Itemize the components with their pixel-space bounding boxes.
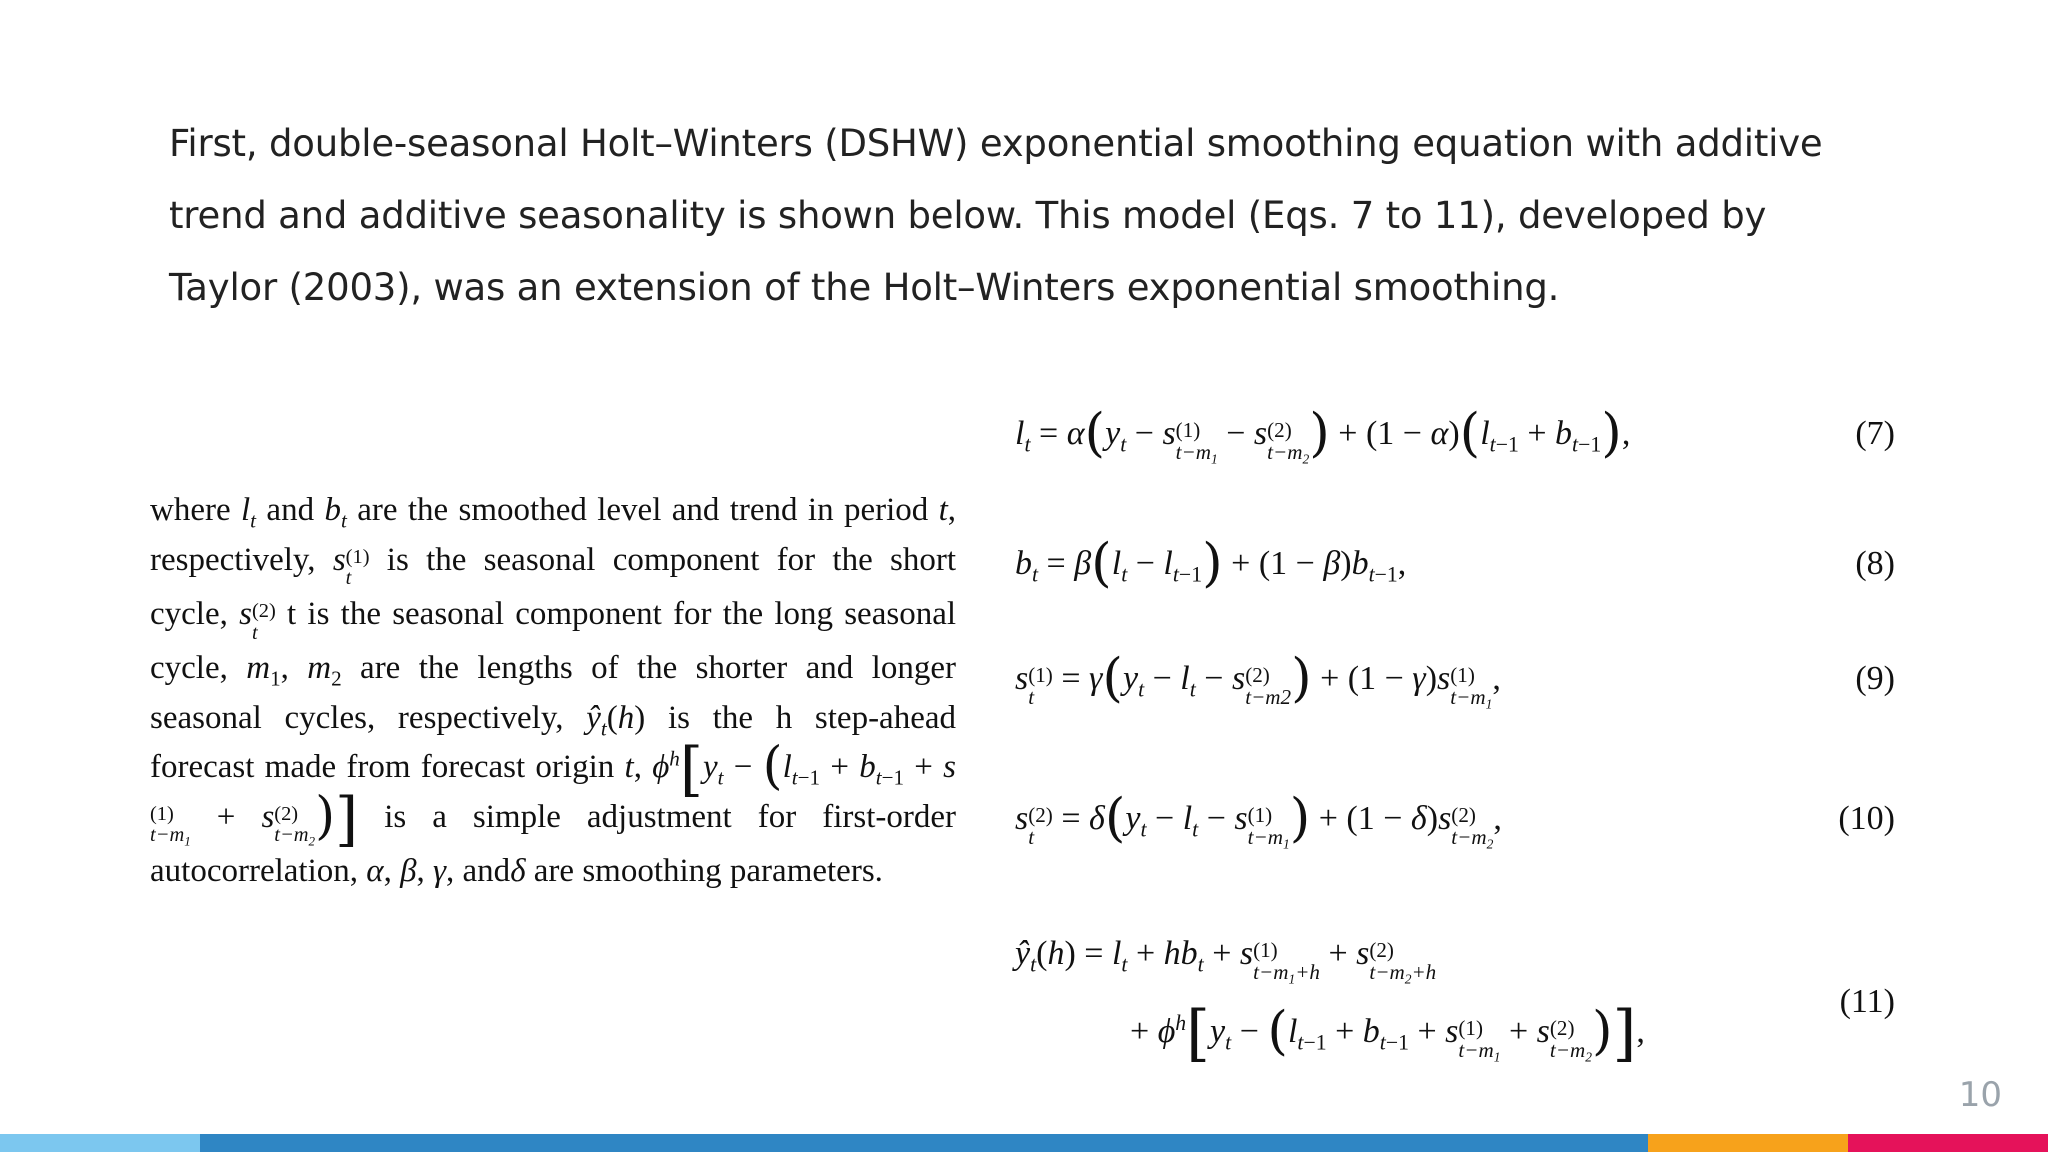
bar-segment-orange (1648, 1134, 1848, 1152)
bar-segment-blue (200, 1134, 1648, 1152)
equation-level: $l_t = \alpha(y_t - s$ (1) $t-m_1$ − s (2) $t-m_2$ ) + $(1 - \alpha)(l_{t-1} + b_{t-1})$, (7) (1015, 402, 1895, 468)
equation-short-seasonal: s (1) t = $\gamma(y_t - l_t - s$ (2) t−m2 ) + (1 − γ)s (1) $t-m_1$ , (9) (1015, 647, 1895, 713)
equation-forecast: $ŷ_t(h) = l_t + hb_t + s$ (1) $t-m_1+h$ + s (2) $t-m_2+h$ + $\phi^h[y_t - (l_{t-1} + b_{t-1} + s$ (1) $t-m_1$ + s (2) $t-m_2$ )], (11) (1015, 935, 1895, 1070)
equation-number-8: (8) (1855, 545, 1895, 582)
bar-segment-pink (1848, 1134, 2048, 1152)
bottom-color-bar (0, 1134, 2048, 1152)
bar-segment-light-blue (0, 1134, 200, 1152)
intro-paragraph: First, double-seasonal Holt–Winters (DSHW) exponential smoothing equation with additive trend and additive seasonality is shown below. This model (Eqs. 7 to 11), developed by Taylor (2003), was an extension of the Holt–Winters exponential smoothing. (169, 122, 1823, 309)
equation-number-11: (11) (1839, 983, 1895, 1020)
defs-lengths: are the lengths of the shorter and longer seasonal cycles, respectively, (150, 650, 956, 736)
defs-respectively: , respectively, (150, 492, 957, 578)
defs-and: and (266, 492, 315, 528)
equation-number-10: (10) (1838, 800, 1895, 837)
variable-definitions: where $l_t$ and $b_t$ are the smoothed level and trend in period t, respectively, s (1) t is the seasonal component for the short cycle, s (2) t t is the seasonal component for the long seasonal cycle, $m_1$, $m_2$ are the lengths of the shorter and longer seasonal cycles, respectively, $ŷ_t(h)$ is the h step-ahead forecast made from forecast origin t, $\phi^h[y_t - (l_{t-1} + b_{t-1} + s$ (1) $t-m_1$ + s (2) $t-m_2$ )] is a simple adjustment for first-order autocorrelation, α, β, γ, andδ are smoothing parameters. (150, 492, 957, 889)
defs-parameters: are smoothing parameters. (533, 852, 883, 889)
defs-adjustment: is a simple adjustment for first-order autocorrelation, (150, 798, 956, 889)
page-number: 10 (1958, 1075, 2002, 1115)
defs-short-cycle: is the seasonal component for the short cycle, (150, 541, 957, 632)
defs-and-delta: and (462, 852, 511, 889)
equation-long-seasonal: s (2) t = $\delta(y_t - l_t - s$ (1) $t-m_1$ ) + (1 − δ)s (2) $t-m_2$ , (10) (1015, 787, 1895, 853)
defs-forecast: is the h step-ahead forecast made from forecast origin (150, 699, 957, 786)
defs-where: where (150, 492, 231, 528)
equation-number-7: (7) (1855, 415, 1895, 452)
defs-level-trend: are the smoothed level and trend in period (357, 492, 929, 528)
equation-number-9: (9) (1855, 660, 1895, 697)
equation-trend: $b_t = \beta(l_t - l_{t-1}) + (1 - \beta)b_{t-1}$, (8) (1015, 532, 1895, 594)
defs-long-cycle: t is the seasonal component for the long seasonal cycle, (150, 595, 957, 687)
